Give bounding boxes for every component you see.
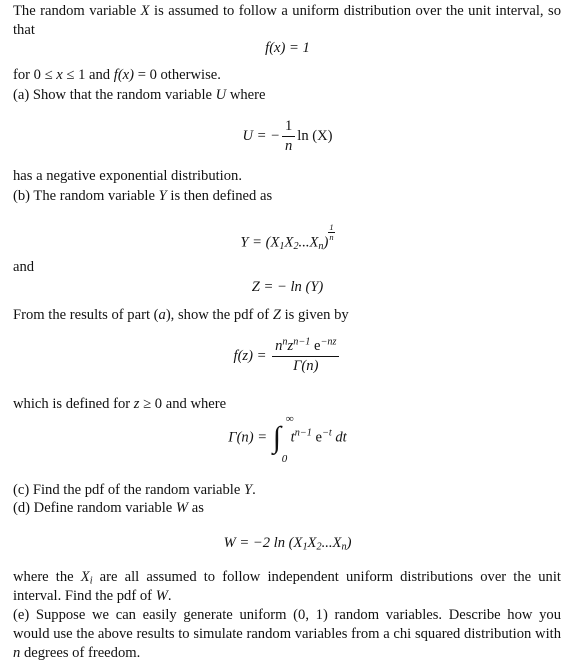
defined-line <box>13 395 561 414</box>
defined-text-1: which is defined for <box>13 396 131 412</box>
equation-gamma-lhs: Γ(n) = <box>228 429 268 446</box>
var-x-i <box>81 569 93 585</box>
var-z: Z <box>272 307 281 323</box>
var-y: Y <box>244 482 253 498</box>
equation-f-x <box>0 39 575 58</box>
term-z: z <box>287 338 294 354</box>
integral-sign: ∫ ∞ 0 <box>272 413 294 465</box>
var-w: W <box>175 500 189 516</box>
negative-exp-text: has a negative exponential distribution. <box>13 168 242 184</box>
equation-y-exponent <box>328 223 334 242</box>
where-xi-text-3: . <box>167 588 172 604</box>
subscript-n: n <box>318 240 324 252</box>
subscript-n: n <box>341 541 347 553</box>
part-b-text-2: is then defined as <box>170 188 273 204</box>
equation-u-fraction <box>282 118 295 155</box>
part-a-text-2: where <box>229 87 266 103</box>
exp-n-minus-1: n−1 <box>294 427 312 439</box>
from-results-line <box>13 306 561 325</box>
from-results-text-1: From the results of part ( <box>13 307 159 323</box>
var-f-x: f(x) <box>113 67 135 83</box>
support-text-3: = 0 otherwise. <box>137 67 221 83</box>
var-z-lower: z <box>133 396 140 412</box>
fraction-denominator: n <box>284 138 293 154</box>
var-x-lower: x <box>56 67 63 83</box>
equation-u <box>0 118 575 155</box>
equation-f-z-fraction <box>272 338 339 375</box>
where-xi-paragraph <box>13 568 561 606</box>
equation-gamma <box>0 413 575 465</box>
negative-exp-line <box>13 167 561 186</box>
exponent-numerator: 1 <box>329 222 334 232</box>
part-c-text-1: (c) Find the pdf of the random variable <box>13 482 241 498</box>
fraction-numerator <box>272 338 339 357</box>
part-b-line <box>13 187 561 206</box>
intro-text-2: is assumed to follow a uniform distribution over the unit interval, so that <box>13 3 562 38</box>
term-t: t <box>290 429 295 446</box>
and-line <box>13 258 561 277</box>
subscript-1: 1 <box>302 541 308 553</box>
fraction-numerator: 1 <box>282 118 295 137</box>
defined-text-2: ≥ 0 and where <box>143 396 227 412</box>
subscript-i: i <box>89 575 93 587</box>
part-d-text-2: as <box>191 500 204 516</box>
exp-minus-nz: −nz <box>320 336 337 348</box>
var-y: Y <box>158 188 167 204</box>
equation-w-dots: ...X <box>321 535 342 551</box>
equation-y-x2: X <box>284 234 294 251</box>
part-e-text-2: degrees of freedom. <box>23 645 141 661</box>
equation-f-z <box>0 338 575 375</box>
part-b-text-1: (b) The random variable <box>13 188 155 204</box>
exponent-denominator: n <box>329 232 334 242</box>
part-d-line <box>13 499 561 518</box>
equation-z-text: Z = − ln (Y) <box>251 279 324 295</box>
term-n: n <box>275 338 283 354</box>
equation-f-z-lhs: f(z) = <box>233 347 267 364</box>
equation-w-close: ) <box>346 535 352 551</box>
equation-y-dots: ...X <box>298 234 319 251</box>
subscript-2: 2 <box>316 541 322 553</box>
part-e-paragraph <box>13 606 561 663</box>
exp-minus-t: −t <box>321 427 332 439</box>
term-e: e <box>315 429 322 446</box>
support-line <box>13 66 561 85</box>
var-x: X <box>140 3 150 19</box>
from-results-text-2: ), show the pdf of <box>165 307 270 323</box>
var-u: U <box>215 87 227 103</box>
var-a: a <box>158 307 166 323</box>
var-n: n <box>13 645 21 661</box>
equation-u-rhs: ln (X) <box>297 127 333 144</box>
part-c-line <box>13 481 561 500</box>
var-x-base: X <box>80 569 90 585</box>
part-c-text-2: . <box>252 482 256 498</box>
equation-f-x-text: f(x) = 1 <box>265 40 310 56</box>
part-d-text-1: (d) Define random variable <box>13 500 173 516</box>
support-text-1: for 0 ≤ <box>13 67 53 83</box>
equation-y <box>0 223 575 252</box>
from-results-text-3: is given by <box>284 307 349 323</box>
var-w: W <box>155 588 168 604</box>
part-a-line <box>13 86 561 105</box>
equation-w-x2: X <box>307 535 317 551</box>
support-text-2: ≤ 1 and <box>66 67 111 83</box>
intro-text-1: The random variable <box>13 3 137 19</box>
integral-upper-limit: ∞ <box>285 413 294 425</box>
equation-y-lhs: Y = (X <box>240 234 280 251</box>
equation-u-lhs: U = − <box>242 127 280 144</box>
equation-w <box>0 534 575 553</box>
equation-w-lhs: W = −2 ln (X <box>223 535 303 551</box>
and-text: and <box>13 259 35 275</box>
fraction-denominator: Γ(n) <box>293 358 319 374</box>
equation-z <box>0 278 575 297</box>
term-e: e <box>314 338 321 354</box>
where-xi-text-2: are all assumed to follow independent uniform distributions over the unit interval. Find the pdf of <box>13 569 561 604</box>
integral-lower-limit: 0 <box>281 453 288 465</box>
where-xi-text-1: where the <box>13 569 74 585</box>
subscript-1: 1 <box>279 240 285 252</box>
term-dt: dt <box>335 429 347 446</box>
exp-n: n <box>282 336 288 348</box>
part-e-text-1: (e) Suppose we can easily generate uniform (0, 1) random variables. Describe how you would use the above results to simulate random variables from a chi squared distribution with <box>13 607 561 642</box>
intro-paragraph <box>13 2 561 40</box>
subscript-2: 2 <box>293 240 299 252</box>
part-a-text-1: (a) Show that the random variable <box>13 87 212 103</box>
exp-n-minus-1: n−1 <box>293 336 311 348</box>
equation-y-close: ) <box>323 234 329 251</box>
